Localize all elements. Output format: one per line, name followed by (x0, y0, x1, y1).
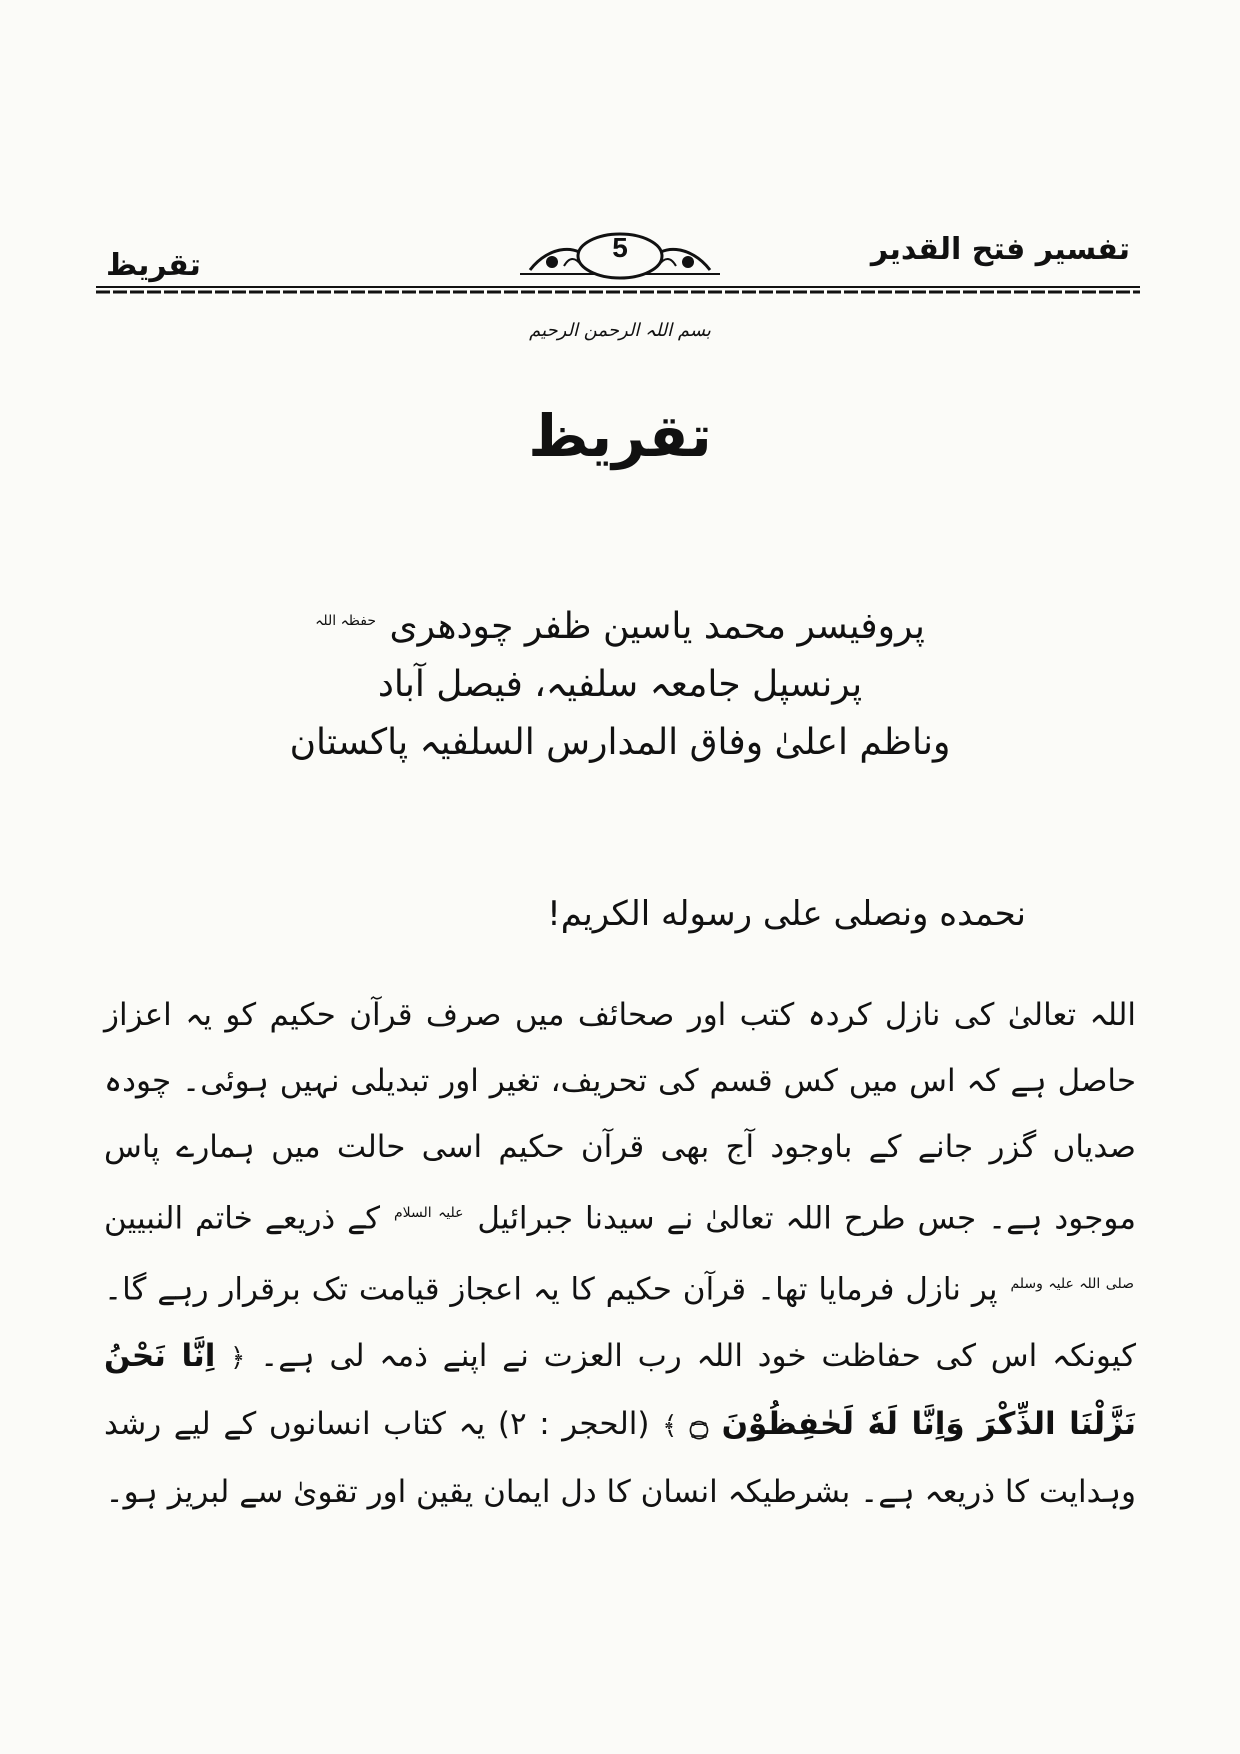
header-book-title: تفسیر فتح القدیر (870, 232, 1130, 267)
body-text-part-2: کے ذریعے خاتم النبیین (104, 1200, 381, 1237)
body-text-part-1: اللہ تعالیٰ کی نازل کردہ کتب اور صحائف میں صرف قرآن حکیم کو یہ اعزاز حاصل ہے کہ اس میں کس قسم کی تحریف، تغیر اور تبدیلی نہیں ہوئی۔ چودہ صدیاں گزر جانے کے باوجود آج بھی قرآن حکیم اسی حالت میں ہمارے پاس موجود ہے۔ جس طرح اللہ تعالیٰ نے سیدنا جبرائیل (104, 997, 1136, 1237)
honorific-salallahu: صلی اللہ علیہ وسلم (1010, 1276, 1134, 1293)
header-section-title: تقریظ (106, 248, 201, 283)
author-position: پرنسپل جامعہ سلفیہ، فیصل آباد (377, 664, 863, 705)
honorific-alaihissalam: علیہ السلام (393, 1205, 464, 1221)
quran-close-bracket: ﴾ (662, 1410, 678, 1441)
quran-open-bracket: ﴿ (230, 1342, 246, 1373)
author-name: پروفیسر محمد یاسین ظفر چودھری (389, 606, 925, 647)
verse-reference: (الحجر : ۲) (497, 1405, 650, 1442)
page-number: 5 (612, 232, 628, 263)
quran-verse: اِنَّا نَحْنُ نَزَّلْنَا الذِّكْرَ وَاِنَّا لَهٗ لَحٰفِظُوْنَ ۝ (104, 1337, 1136, 1442)
salutation-line: نحمده ونصلی علی رسوله الکریم! (547, 894, 1026, 934)
body-text-part-4: یہ کتاب انسانوں کے لیے رشد وہدایت کا ذریعہ ہے۔ بشرطیکہ انسان کا دل ایمان یقین اور تقویٰ سے لبریز ہو۔ (104, 1405, 1136, 1510)
page-header (96, 226, 1140, 292)
page-title: تقریظ (528, 402, 712, 470)
bismillah-calligraphy: بسم اللہ الرحمن الرحیم (529, 320, 711, 341)
author-block (0, 592, 1240, 772)
author-honorific: حفظہ اللہ (315, 613, 377, 629)
header-divider-rule (96, 284, 1140, 296)
author-organization: وناظم اعلیٰ وفاق المدارس السلفیہ پاکستان (289, 722, 951, 763)
body-text-part-3: پر نازل فرمایا تھا۔ قرآن حکیم کا یہ اعجاز قیامت تک برقرار رہے گا۔ کیونکہ اس کی حفاظت خود اللہ رب العزت نے اپنے ذمہ لی ہے۔ (104, 1271, 1136, 1374)
author-name-line (0, 592, 1240, 656)
body-paragraph (104, 982, 1136, 1525)
